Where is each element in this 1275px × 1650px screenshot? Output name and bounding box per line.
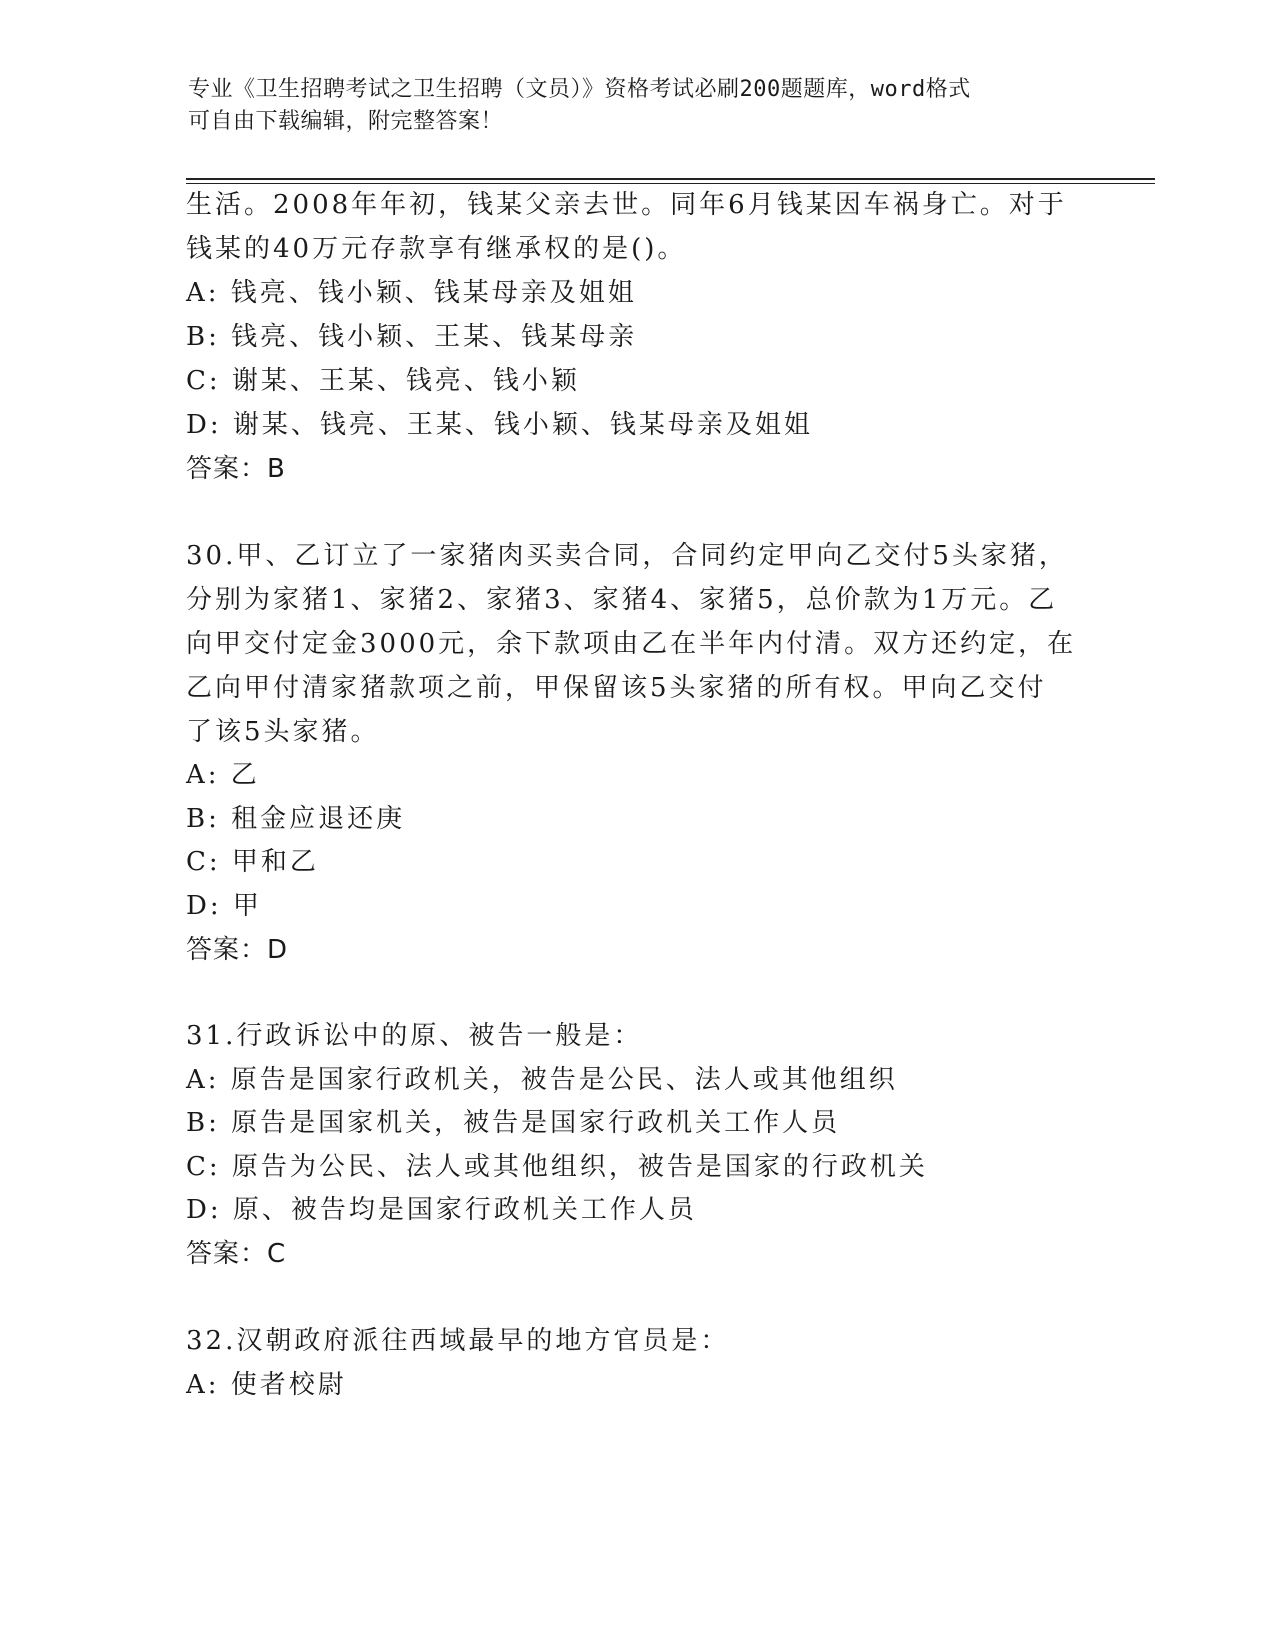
header-line-2: 可自由下载编辑，附完整答案！: [188, 109, 504, 134]
question-30-text-line: 向甲交付定金3000元，余下款项由乙在半年内付清。双方还约定，在: [186, 629, 1077, 659]
document-header: [188, 74, 1088, 138]
question-29-option-c: C: 谢某、王某、钱亮、钱小颖: [186, 366, 580, 396]
question-29-option-d: D: 谢某、钱亮、王某、钱小颖、钱某母亲及姐姐: [186, 410, 813, 440]
question-30-option-a: A: 乙: [186, 760, 260, 790]
question-29-text-line: 钱某的40万元存款享有继承权的是()。: [186, 234, 687, 264]
question-30-text-line: 30.甲、乙订立了一家猪肉买卖合同，合同约定甲向乙交付5头家猪，: [186, 541, 1068, 571]
question-30-text-line: 了该5头家猪。: [186, 717, 380, 747]
question-30-option-d: D: 甲: [186, 891, 262, 921]
question-29-option-a: A: 钱亮、钱小颖、钱某母亲及姐姐: [186, 278, 637, 308]
question-31-option-c: C: 原告为公民、法人或其他组织，被告是国家的行政机关: [186, 1152, 928, 1182]
header-line-1: 专业《卫生招聘考试之卫生招聘（文员）》资格考试必刷200题题库，word格式: [188, 77, 971, 102]
question-30-text-line: 分别为家猪1、家猪2、家猪3、家猪4、家猪5，总价款为1万元。乙: [186, 585, 1058, 615]
question-29-answer: 答案：B: [186, 454, 286, 484]
question-30-text-line: 乙向甲付清家猪款项之前，甲保留该5头家猪的所有权。甲向乙交付: [186, 673, 1047, 703]
question-31-answer: 答案：C: [186, 1239, 287, 1269]
question-29-text-line: 生活。2008年年初，钱某父亲去世。同年6月钱某因车祸身亡。对于: [186, 190, 1067, 220]
question-30-option-b: B: 租金应退还庚: [186, 804, 406, 834]
question-32-option-a: A: 使者校尉: [186, 1370, 347, 1400]
question-30-answer: 答案：D: [186, 935, 289, 965]
question-31-option-b: B: 原告是国家机关，被告是国家行政机关工作人员: [186, 1108, 841, 1138]
question-32-text-line: 32.汉朝政府派往西域最早的地方官员是：: [186, 1326, 730, 1356]
question-29-option-b: B: 钱亮、钱小颖、王某、钱某母亲: [186, 322, 638, 352]
question-30-option-c: C: 甲和乙: [186, 847, 319, 877]
question-31-text-line: 31.行政诉讼中的原、被告一般是：: [186, 1021, 643, 1051]
question-31-option-a: A: 原告是国家行政机关，被告是公民、法人或其他组织: [186, 1065, 898, 1095]
question-31-option-d: D: 原、被告均是国家行政机关工作人员: [186, 1195, 697, 1225]
